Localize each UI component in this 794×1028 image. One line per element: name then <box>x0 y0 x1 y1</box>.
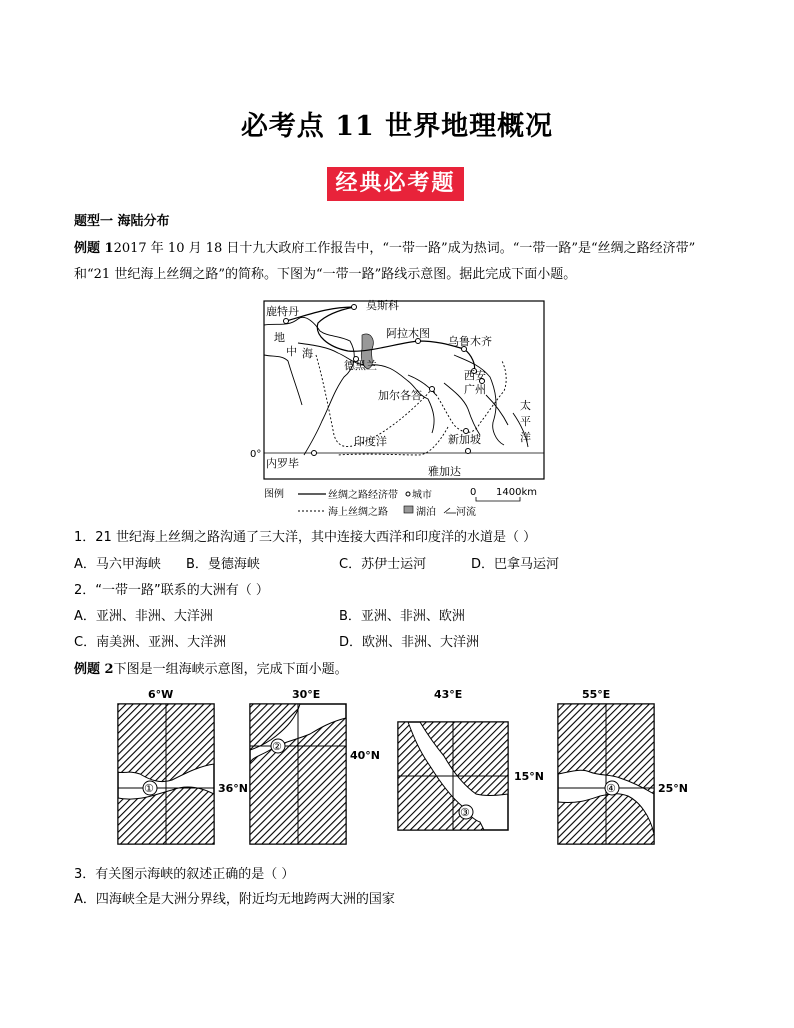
label-ping: 平 <box>520 415 531 428</box>
legend-river: 河流 <box>456 507 476 518</box>
strait2-lat: 40°N <box>350 749 381 762</box>
strait-diagram-4 <box>558 688 688 844</box>
label-xian: 西安 <box>464 369 486 382</box>
strait4-num: ④ <box>606 782 616 795</box>
label-nairobi: 内罗毕 <box>266 457 299 470</box>
q2-stem: 2．“一带一路”联系的大洲有（ ） <box>74 583 269 598</box>
q3-stem: 3．有关图示海峡的叙述正确的是（ ） <box>74 867 295 882</box>
q1-stem: 1．21 世纪海上丝绸之路沟通了三大洋，其中连接大西洋和印度洋的水道是（ ） <box>74 530 537 545</box>
legend-lake: 湖泊 <box>416 507 436 518</box>
strait2-num: ② <box>272 740 282 753</box>
label-indian-ocean: 印度洋 <box>354 435 387 448</box>
q1-option-d: D．巴拿马运河 <box>471 557 560 572</box>
label-yang: 洋 <box>520 431 531 444</box>
q2-option-b: B．亚洲、非洲、欧洲 <box>339 609 465 624</box>
example1-line2: 和“21 世纪海上丝绸之路”的简称。下图为“一带一路”路线示意图。据此完成下面小题。 <box>74 267 577 282</box>
label-di: 地 <box>274 331 285 344</box>
strait3-lon: 43°E <box>434 688 463 701</box>
strait-diagram-3 <box>398 688 544 830</box>
q1-option-b: B．曼德海峡 <box>186 557 260 572</box>
q1-option-a: A．马六甲海峡 <box>74 557 161 572</box>
strait-diagram-2 <box>250 688 380 844</box>
example2-text: 下图是一组海峡示意图，完成下面小题。 <box>113 662 348 677</box>
label-almaty: 阿拉木图 <box>386 327 430 340</box>
label-tehran: 德黑兰 <box>344 359 377 372</box>
label-singapore: 新加坡 <box>448 433 481 446</box>
section-heading: 题型一 海陆分布 <box>74 214 170 229</box>
label-tai: 太 <box>520 399 531 412</box>
q2-option-c: C．南美洲、亚洲、大洋洲 <box>74 635 227 650</box>
label-hai: 海 <box>302 347 313 360</box>
legend-scale-zero: 0 <box>470 487 477 498</box>
example1-label: 例题 1 <box>74 241 114 256</box>
label-moscow: 莫斯科 <box>366 299 399 312</box>
strait4-lat: 25°N <box>658 782 689 795</box>
legend-land-route: 丝绸之路经济带 <box>328 490 398 501</box>
label-urumqi: 乌鲁木齐 <box>448 335 492 348</box>
example2-label: 例题 2 <box>74 662 114 677</box>
section-badge: 经典必考题 <box>327 167 464 201</box>
label-zhong: 中 <box>286 345 297 358</box>
legend-city: 城市 <box>412 490 432 501</box>
strait1-lat: 36°N <box>218 782 249 795</box>
strait1-num: ① <box>144 782 154 795</box>
q3-option-a: A．四海峡全是大洲分界线，附近均无地跨两大洲的国家 <box>74 892 395 907</box>
example1-text1: 2017 年 10 月 18 日十九大政府工作报告中，“一带一路”成为热词。“一带一路”是“丝绸之路经济带” <box>113 241 696 256</box>
q2-option-a: A．亚洲、非洲、大洋洲 <box>74 609 213 624</box>
example1-line1 <box>74 240 695 258</box>
label-kolkata: 加尔各答 <box>378 389 422 402</box>
strait3-lat: 15°N <box>514 770 545 783</box>
legend-sea-route: 海上丝绸之路 <box>328 507 388 518</box>
label-rotterdam: 鹿特丹 <box>266 305 299 318</box>
label-guangzhou: 广州 <box>464 383 486 396</box>
legend-title: 图例 <box>264 489 284 500</box>
strait4-lon: 55°E <box>582 688 611 701</box>
label-equator: 0° <box>250 449 262 460</box>
strait2-lon: 30°E <box>292 688 321 701</box>
strait-diagram-1 <box>118 688 248 844</box>
q2-option-d: D．欧洲、非洲、大洋洲 <box>339 635 480 650</box>
strait-diagrams <box>110 684 700 854</box>
strait3-num: ③ <box>460 806 470 819</box>
example2-line <box>74 661 348 679</box>
label-jakarta: 雅加达 <box>428 465 461 478</box>
strait1-lon: 6°W <box>148 688 174 701</box>
page-title: 必考点 11 世界地理概况 <box>240 111 554 142</box>
legend-scale-value: 1400km <box>496 487 537 498</box>
q1-option-c: C．苏伊士运河 <box>339 557 427 572</box>
belt-road-map <box>250 295 558 520</box>
